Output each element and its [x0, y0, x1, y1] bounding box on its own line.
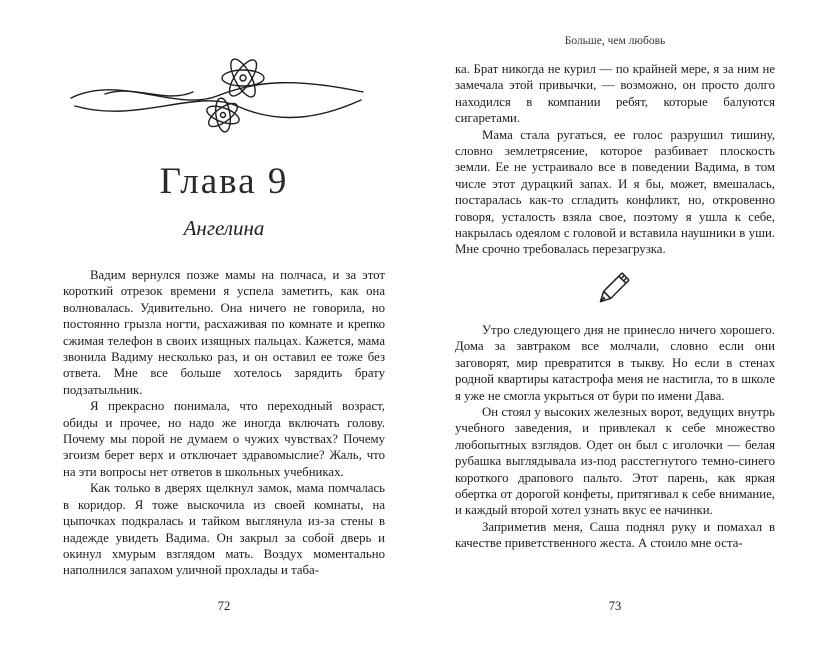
paragraph: Как только в дверях щелкнул замок, мама помчалась в коридор. Я тоже выскочила из своей комнаты, на цыпочках подкралась и тайком выглянула из-за стены в надежде увидеть Вадима. Он закрыл за собой дверь и окинул хмурым взглядом мать. Воздух моментально наполнился запахом уличной прохлады и таба- [63, 481, 385, 578]
running-head: Больше, чем любовь [564, 35, 666, 47]
left-page-body [63, 267, 385, 579]
right-page-body-bottom [455, 322, 775, 552]
paragraph: Вадим вернулся позже мамы на полчаса, и за этот короткий отрезок времени я успела заметить, как она волновалась. Удивительно. Она ничего не говорила, но постоянно грызла ногти, расхаживая по комнате и крепко сжимая телефон в своих изящных пальцах. Кажется, мама звонила Вадиму несколько раз, и он оставил ее тоже без ответа. Мне все больше хотелось зарядить брату подзатыльник. [63, 268, 385, 397]
pencil-icon [455, 270, 775, 314]
paragraph: Он стоял у высоких железных ворот, ведущих внутрь учебного заведения, и привлекал к себе множество любопытных взглядов. Одет он был с иголочки — белая рубашка выглядывала из-под расстегнутого темно-синего короткого драпового пальто. Этот парень, как яркая обертка от дорогой конфеты, притягивал к себе внимание, и каждый второй хотел узнать вкус ее начинки. [455, 404, 775, 518]
paragraph: ка. Брат никогда не курил — по крайней мере, я за ним не замечала этой привычки, — возможно, он просто долго находился в компании ребят, которые балуются сигаретами. [455, 62, 775, 126]
right-page [410, 0, 820, 662]
right-page-body-top [455, 61, 775, 258]
paragraph: Мама стала ругаться, ее голос разрушил тишину, словно землетрясение, которое разбивает плоскость земли. Ее не устраивало все в поведении Вадима, в том числе этот дурацкий запах. И я бы, может, вмешалась, постаралась как-то сгладить конфликт, но, откровенно говоря, усталость взяла свое, поэтому я ушла к себе, накрылась одеялом с головой и вставила наушники в уши. Мне срочно требовалась перезагрузка. [455, 127, 775, 257]
right-page-content [455, 34, 775, 552]
page-number-left: 72 [217, 599, 231, 613]
chapter-title: Глава 9 [159, 161, 289, 202]
paragraph: Утро следующего дня не принесло ничего хорошего. Дома за завтраком все молчали, словно если они заговорят, мир превратится в тыкву. Но если в стенах родной квартиры катастрофа меня не настигла, то в школе я уже не смогла укрыться от бури по имени Дава. [455, 322, 775, 403]
paragraph: Заприметив меня, Саша поднял руку и помахал в качестве приветственного жеста. А стоило мне оста- [455, 519, 775, 551]
chapter-subtitle: Ангелина [183, 216, 265, 240]
paragraph: Я прекрасно понимала, что переходный возраст, обиды и прочее, но надо же иногда включать голову. Почему мы порой не думаем о чужих чувствах? Почему эгоизм берет верх и отключает здравомыслие? Жаль, что на эти вопросы нет ответов в школьных учебниках. [63, 399, 385, 479]
flower-ornament-icon [65, 48, 371, 140]
page-number-right: 73 [608, 599, 622, 613]
left-page-content [63, 48, 385, 579]
